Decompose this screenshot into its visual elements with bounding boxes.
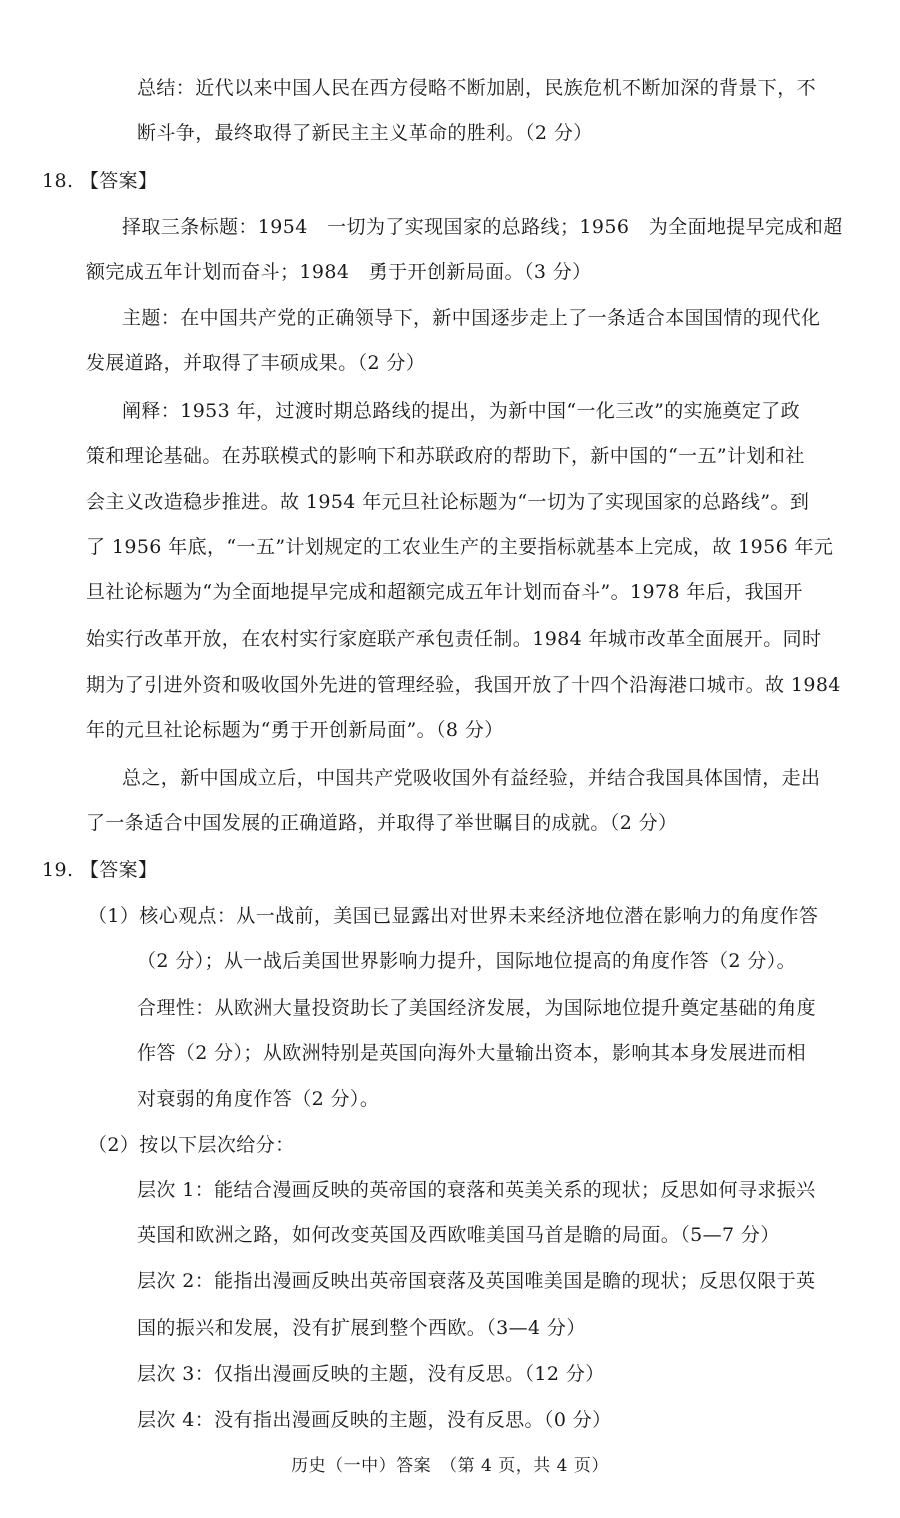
q19-part1-line: 合理性：从欧洲大量投资助长了美国经济发展，为国际地位提升奠定基础的角度 [137,997,817,1019]
q18-explain-line: 旦社论标题为“为全面地提早完成和超额完成五年计划而奋斗”。1978 年后，我国开 [86,581,803,603]
q19-level1-line: 英国和欧洲之路，如何改变英国及西欧唯美国马首是瞻的局面。（5—7 分） [137,1224,780,1246]
q18-theme-line: 发展道路，并取得了丰硕成果。（2 分） [86,352,426,374]
q18-titles-line: 额完成五年计划而奋斗；1984 勇于开创新局面。（3 分） [86,261,592,283]
q18-explain-line: 年的元旦社论标题为“勇于开创新局面”。（8 分） [86,719,504,741]
q18-explain-line: 期为了引进外资和吸收国外先进的管理经验，我国开放了十四个沿海港口城市。故 1984 [86,674,841,696]
question-19-header: 19. 【答案】 [42,859,158,881]
q18-explain-line: 阐释：1953 年，过渡时期总路线的提出，为新中国“一化三改”的实施奠定了政 [122,400,801,422]
q18-theme-line: 主题：在中国共产党的正确领导下，新中国逐步走上了一条适合本国国情的现代化 [122,307,821,329]
q18-titles-line: 择取三条标题：1954 一切为了实现国家的总路线；1956 为全面地提早完成和超 [122,216,843,238]
q19-level2-line: 国的振兴和发展，没有扩展到整个西欧。（3—4 分） [137,1317,586,1339]
q18-explain-line: 会主义改造稳步推进。故 1954 年元旦社论标题为“一切为了实现国家的总路线”。到 [86,491,810,513]
q19-level2-line: 层次 2：能指出漫画反映出英帝国衰落及英国唯美国是瞻的现状；反思仅限于英 [137,1270,816,1292]
summary-17-line: 断斗争，最终取得了新民主主义革命的胜利。（2 分） [137,122,593,144]
q19-part1-line: 作答（2 分）；从欧洲特别是英国向海外大量输出资本，影响其本身发展进而相 [137,1042,807,1064]
q19-level1-line: 层次 1：能结合漫画反映的英帝国的衰落和英美关系的现状；反思如何寻求振兴 [137,1179,816,1201]
q18-explain-line: 始实行改革开放，在农村实行家庭联产承包责任制。1984 年城市改革全面展开。同时 [86,628,822,650]
q18-conclusion-line: 总之，新中国成立后，中国共产党吸收国外有益经验，并结合我国具体国情，走出 [122,767,821,789]
summary-17-line: 总结：近代以来中国人民在西方侵略不断加剧，民族危机不断加深的背景下，不 [137,77,817,99]
question-18-header: 18. 【答案】 [42,170,158,192]
q19-part1-line: 对衰弱的角度作答（2 分）。 [137,1088,380,1110]
q18-conclusion-line: 了一条适合中国发展的正确道路，并取得了举世瞩目的成就。（2 分） [86,812,678,834]
q19-level3-line: 层次 3：仅指出漫画反映的主题，没有反思。（12 分） [137,1363,605,1385]
page-footer: 历史（一中）答案 （第 4 页，共 4 页） [291,1456,609,1476]
q19-part2-header: （2）按以下层次给分： [88,1134,295,1156]
q18-explain-line: 了 1956 年底，“一五”计划规定的工农业生产的主要指标就基本上完成，故 1956 年元 [86,536,834,558]
q19-part1-line: （2 分）；从一战后美国世界影响力提升，国际地位提高的角度作答（2 分）。 [137,950,797,972]
q19-level4-line: 层次 4：没有指出漫画反映的主题，没有反思。（0 分） [137,1409,612,1431]
q18-explain-line: 策和理论基础。在苏联模式的影响下和苏联政府的帮助下，新中国的“一五”计划和社 [86,445,805,467]
q19-part1-line: （1）核心观点：从一战前，美国已显露出对世界未来经济地位潜在影响力的角度作答 [88,905,819,927]
